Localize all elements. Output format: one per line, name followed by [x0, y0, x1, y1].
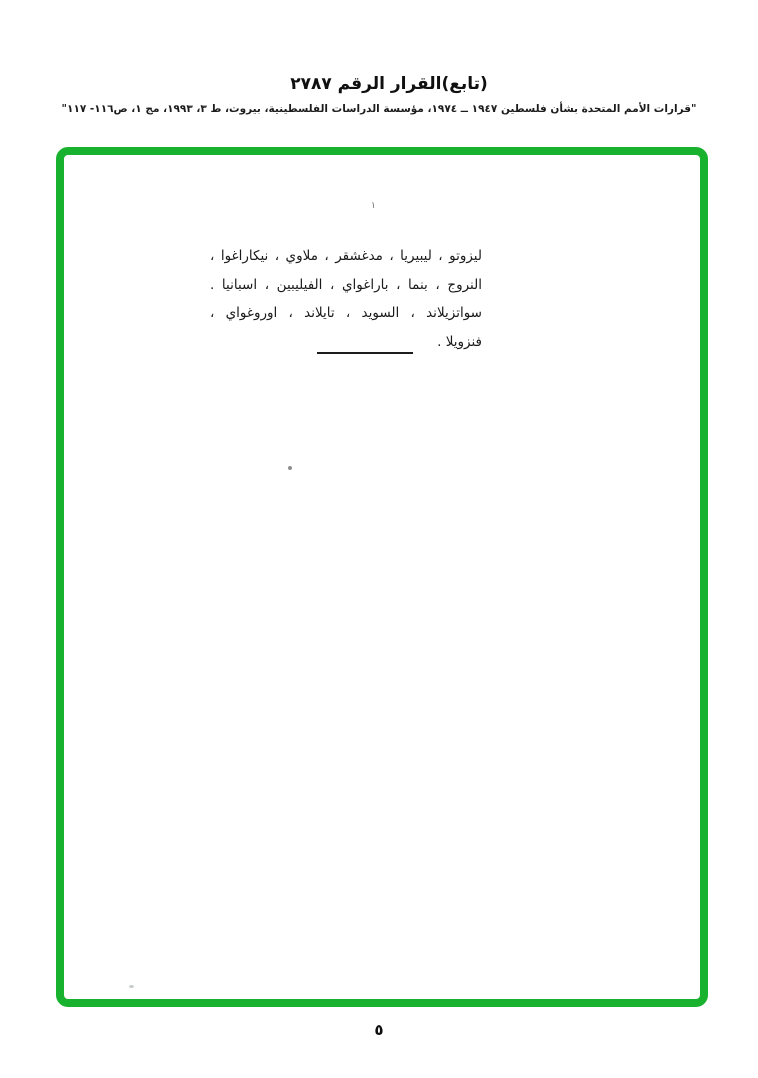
paragraph-line: سواتزيلاند ، السويد ، تايلاند ، اوروغواي ،	[210, 305, 482, 321]
paragraph-line: ليزوتو ، ليبيريا ، مدغشقر ، ملاوي ، نيكاراغوا ،	[210, 248, 482, 264]
page-number: ٥	[374, 1021, 384, 1039]
paragraph-line: فنزويلا .	[437, 333, 482, 350]
scan-artifact	[288, 466, 292, 470]
scan-artifact	[129, 985, 134, 988]
page-title: (تابع)القرار الرقم ٢٧٨٧	[290, 74, 488, 94]
scan-artifact-numeral: ١	[371, 201, 376, 211]
paragraph-line: النروج ، بنما ، باراغواي ، الفيليبين ، اسبانيا .	[210, 276, 482, 293]
end-divider	[317, 352, 413, 354]
country-list-paragraph	[210, 242, 482, 356]
source-reference: "قرارات الأمم المتحدة بشأن فلسطين ١٩٤٧ ــ ١٩٧٤، مؤسسة الدراسات الفلسطينية، بيروت، ط ٣، ١٩٩٣، مج ١، ص١١٦- ١١٧"	[61, 103, 697, 115]
